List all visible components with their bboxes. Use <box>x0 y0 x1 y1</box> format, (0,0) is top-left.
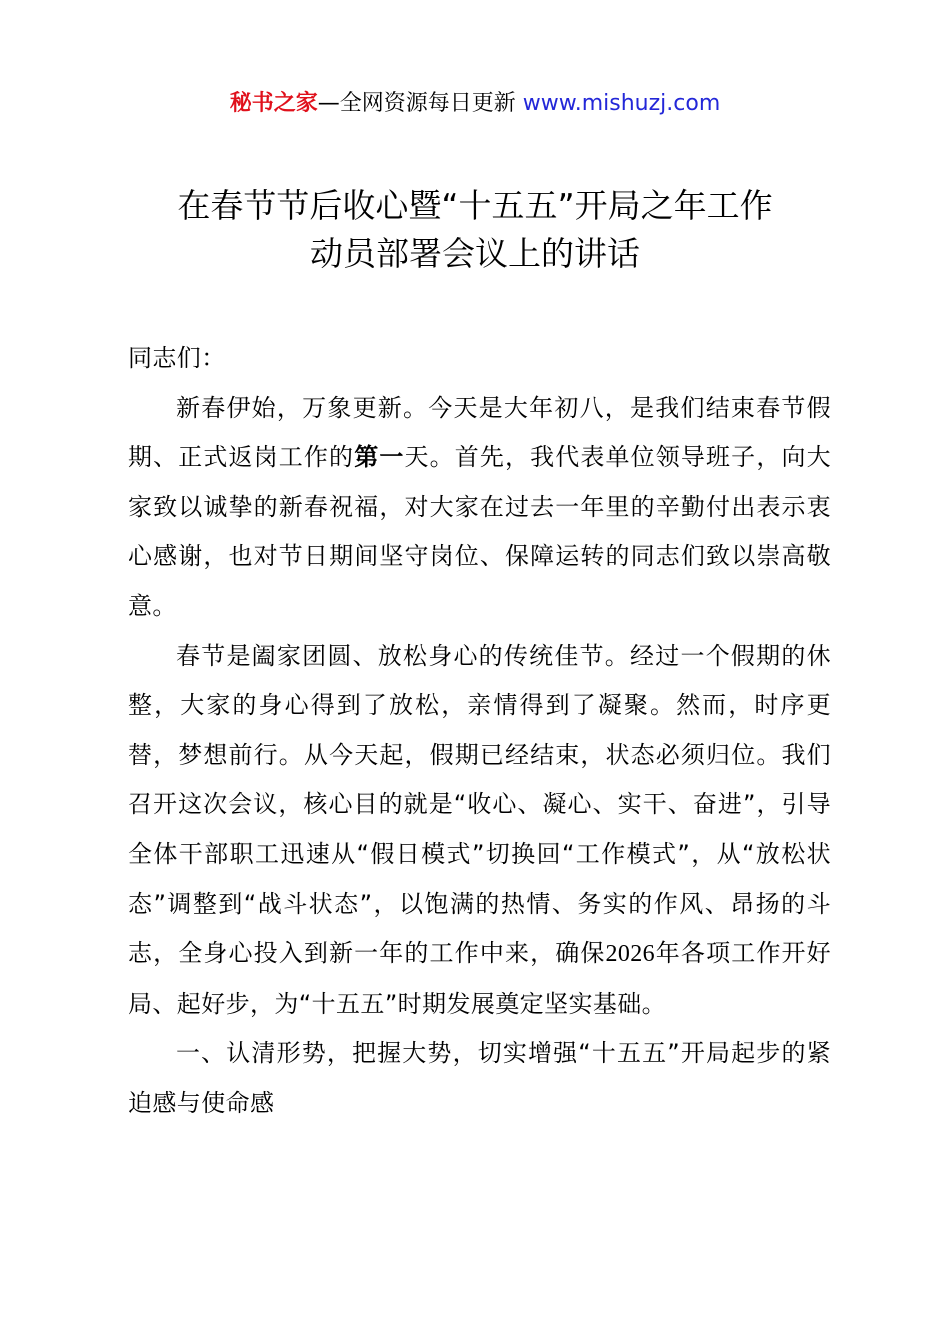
title-line-2: 动员部署会议上的讲话 <box>310 234 640 273</box>
title-line-1: 在春节节后收心暨“十五五”开局之年工作 <box>177 186 773 225</box>
salutation: 同志们： <box>128 344 226 372</box>
site-header <box>0 88 950 120</box>
document-title <box>0 182 950 278</box>
paragraph-2-part-b: 年各项工作开好局、起好步，为“十五五”时期发展奠定坚实基础。 <box>128 939 831 1018</box>
site-tagline: —全网资源每日更新 <box>317 91 523 116</box>
site-brand: 秘书之家 <box>229 91 318 116</box>
site-url: www.mishuzj.com <box>522 91 721 116</box>
paragraph-2-part-a: 春节是阖家团圆、放松身心的传统佳节。经过一个假期的休整，大家的身心得到了放松，亲情得到了凝聚。然而，时序更替，梦想前行。从今天起，假期已经结束，状态必须归位。我们召开这次会议，核心目的就是“收心、凝心、实干、奋进”，引导全体干部职工迅速从“假日模式”切换回“工作模式”，从“放松状态”调整到“战斗状态”，以饱满的热情、务实的作风、昂扬的斗志，全身心投入到新一年的工作中来，确保 <box>128 641 831 968</box>
section-heading-1: 一、认清形势，把握大势，切实增强“十五五”开局起步的紧迫感与使命感 <box>128 1039 831 1117</box>
paragraph-1-part-a: 新春伊始，万象更新。今天是大年初八，是我们结束春节假期、正式返岗工作的 <box>128 393 831 472</box>
paragraph-2-year: 2026 <box>605 941 656 968</box>
paragraph-1-part-b: 天。首先，我代表单位领导班子，向大家致以诚挚的新春祝福，对大家在过去一年里的辛勤付出表示衷心感谢，也对节日期间坚守岗位、保障运转的同志们致以崇高敬意。 <box>128 443 831 620</box>
paragraph-1-bold: 第一 <box>354 443 405 472</box>
paragraph-1 <box>128 384 831 632</box>
document-body <box>128 334 831 1129</box>
paragraph-2 <box>128 632 831 1030</box>
